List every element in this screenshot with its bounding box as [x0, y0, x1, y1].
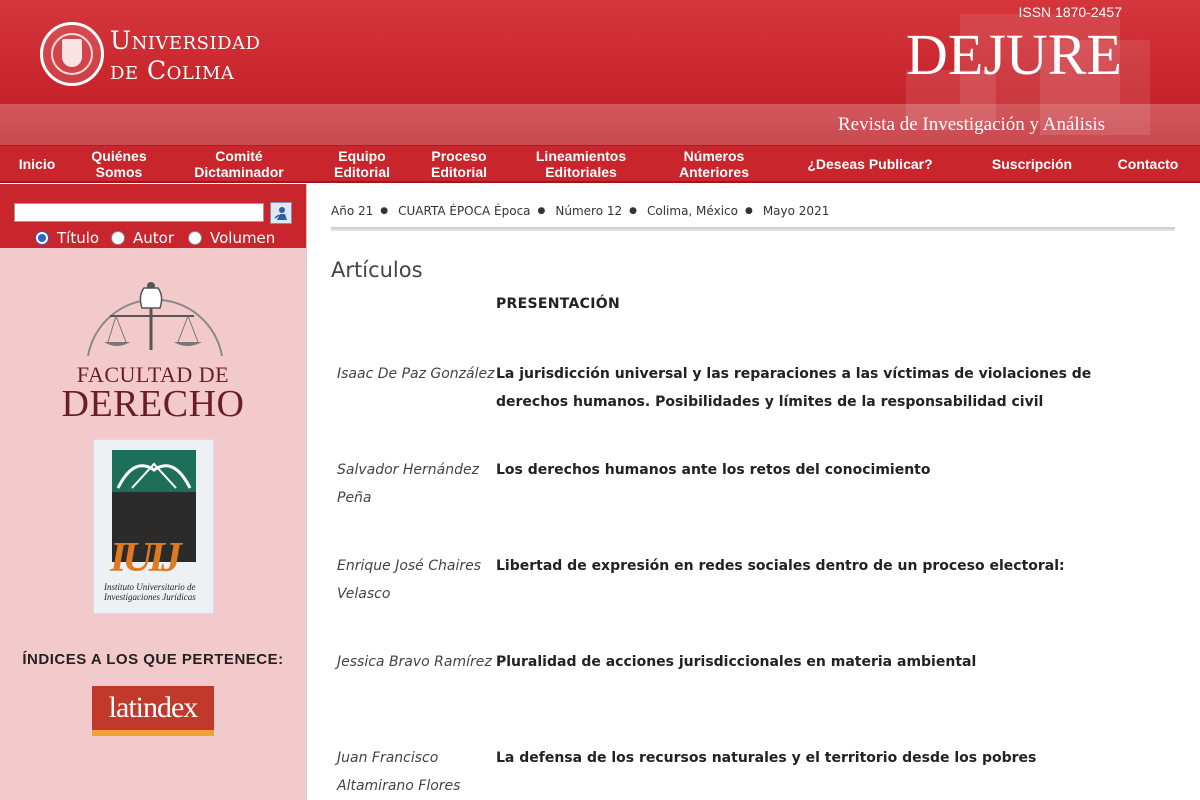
article-author: Salvador Hernández Peña: [337, 462, 479, 506]
divider: [331, 227, 1175, 231]
university-name-line2[interactable]: de Colima: [110, 56, 235, 85]
iuij-logo-caption: Instituto Universitario de Investigaciones Jurídicas: [104, 582, 196, 602]
bullet-icon: ●: [744, 206, 753, 216]
main-nav: [0, 145, 1200, 183]
search-panel: [0, 184, 306, 248]
indices-heading: ÍNDICES A LOS QUE PERTENECE:: [22, 651, 284, 668]
radio-button[interactable]: [188, 231, 202, 245]
radio-label-autor: Autor: [133, 229, 174, 247]
nav-lineamientos-editoriales[interactable]: Lineamientos Editoriales: [535, 148, 627, 180]
iuij-logo[interactable]: [93, 439, 214, 614]
issn-label: ISSN 1870-2457: [1018, 4, 1122, 20]
radio-button[interactable]: [111, 231, 125, 245]
article-author: Enrique José Chaires Velasco: [337, 558, 482, 602]
radio-label-volumen: Volumen: [210, 229, 276, 247]
faculty-logo-line1[interactable]: FACULTAD DE: [76, 362, 230, 387]
radio-volumen[interactable]: [188, 229, 275, 247]
journal-tagline: Revista de Investigación y Análisis: [838, 114, 1106, 135]
search-input[interactable]: [14, 203, 264, 222]
nav-equipo-editorial[interactable]: Equipo Editorial: [333, 148, 390, 180]
search-button[interactable]: [270, 202, 292, 224]
latindex-logo[interactable]: [92, 686, 214, 736]
article-row: [307, 456, 1200, 516]
search-person-icon: [273, 205, 289, 221]
nav-quienes-somos[interactable]: Quiénes Somos: [91, 148, 147, 180]
bullet-icon: ●: [537, 206, 546, 216]
main-content: [306, 184, 1200, 800]
article-title-link[interactable]: La jurisdicción universal y las reparaciones a las víctimas de violaciones de derechos humanos. Posibilidades y límites de la responsabilidad civil: [496, 366, 1092, 410]
meta-year: Año 21 ●: [331, 204, 389, 218]
section-title: Artículos: [331, 258, 423, 282]
radio-titulo[interactable]: [35, 229, 99, 247]
seal-shield-icon: [62, 39, 82, 67]
article-row: [307, 648, 1200, 708]
article-author: Jessica Bravo Ramírez: [337, 654, 492, 670]
bullet-icon: ●: [380, 206, 389, 216]
article-title-link[interactable]: Pluralidad de acciones jurisdiccionales en materia ambiental: [496, 654, 977, 670]
nav-inicio[interactable]: Inicio: [18, 156, 56, 172]
sidebar: [0, 184, 306, 800]
latindex-logo-text: latindex: [108, 691, 198, 724]
article-author: Isaac De Paz González: [337, 366, 495, 382]
nav-suscripcion[interactable]: Suscripción: [991, 156, 1073, 172]
presentation-link[interactable]: PRESENTACIÓN: [496, 296, 620, 312]
radio-autor[interactable]: [111, 229, 174, 247]
bullet-icon: ●: [629, 206, 637, 216]
nav-numeros-anteriores[interactable]: Números Anteriores: [678, 148, 750, 180]
site-header: [0, 0, 1200, 145]
radio-button-selected[interactable]: [35, 231, 49, 245]
meta-number: Número 12 ●: [555, 204, 637, 218]
article-author: Juan Francisco Altamirano Flores: [337, 750, 461, 794]
article-row: [307, 552, 1200, 612]
radio-label-titulo: Título: [57, 229, 100, 247]
article-row: [307, 360, 1200, 420]
faculty-logo-line2[interactable]: DERECHO: [61, 383, 245, 425]
arch-icon: [112, 450, 196, 492]
university-seal-logo[interactable]: [40, 22, 104, 86]
article-row: [307, 744, 1200, 800]
meta-epoch: CUARTA ÉPOCA Época ●: [398, 204, 546, 218]
nav-comite-dictaminador[interactable]: Comité Dictaminador: [194, 148, 284, 180]
university-name-line1[interactable]: Universidad: [110, 26, 261, 55]
issue-meta: [331, 203, 829, 219]
nav-contacto[interactable]: Contacto: [1117, 156, 1179, 172]
article-title-link[interactable]: Los derechos humanos ante los retos del conocimiento: [496, 462, 931, 478]
nav-deseas-publicar[interactable]: ¿Deseas Publicar?: [807, 156, 933, 172]
meta-place: Colima, México ●: [647, 204, 753, 218]
meta-date: Mayo 2021: [762, 204, 830, 218]
journal-title[interactable]: DEJURE: [906, 22, 1122, 87]
article-title-link[interactable]: La defensa de los recursos naturales y el territorio desde los pobres: [496, 750, 1037, 766]
nav-proceso-editorial[interactable]: Proceso Editorial: [430, 148, 487, 180]
iuij-logo-mark: IUIJ: [110, 535, 179, 581]
iuij-logo-top: [112, 450, 196, 492]
article-title-link[interactable]: Libertad de expresión en redes sociales dentro de un proceso electoral:: [496, 558, 1065, 574]
